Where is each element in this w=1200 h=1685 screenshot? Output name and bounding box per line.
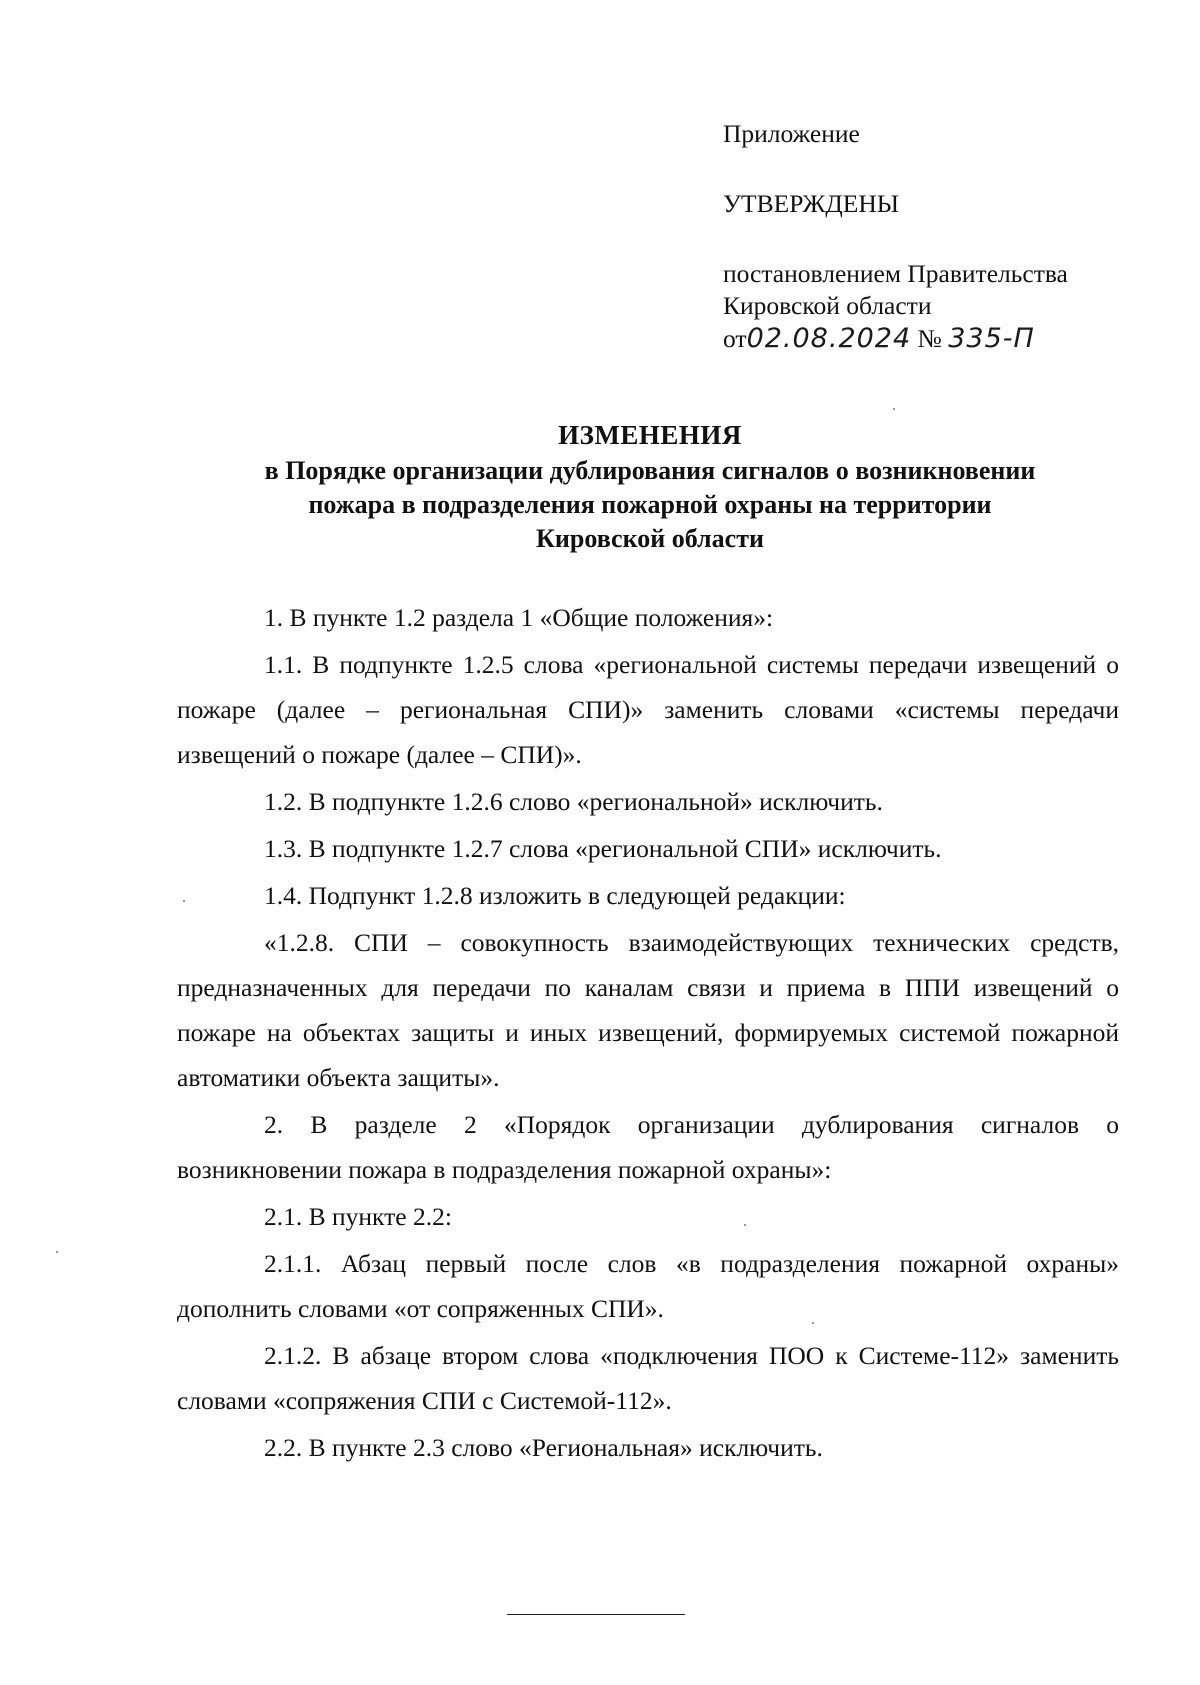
scan-speck xyxy=(893,408,895,410)
scan-speck xyxy=(183,900,185,902)
scan-speck xyxy=(744,1224,746,1226)
handwritten-number: 335-П xyxy=(948,322,1035,354)
scan-speck xyxy=(56,1251,58,1253)
approval-region-line: Кировской области xyxy=(723,290,932,320)
paragraph-1-3: 1.3. В подпункте 1.2.7 слова «региональной СПИ» исключить. xyxy=(264,834,942,863)
paragraph-2-2: 2.2. В пункте 2.3 слово «Региональная» исключить. xyxy=(264,1433,823,1462)
approved-label: УТВЕРЖДЕНЫ xyxy=(723,188,899,218)
approval-resolution-line: постановлением Правительства xyxy=(723,258,1068,288)
paragraph-1-4: 1.4. Подпункт 1.2.8 изложить в следующей редакции: xyxy=(264,881,846,910)
closing-rule xyxy=(507,1614,685,1615)
scan-speck xyxy=(812,1322,814,1324)
document-title xyxy=(180,418,1120,557)
paragraph-2: 2. В разделе 2 «Порядок организации дублирования сигналов о возникновении пожара в подразделения пожарной охраны»: xyxy=(177,1110,1119,1184)
appendix-label: Приложение xyxy=(723,119,860,148)
paragraph-2-1-2: 2.1.2. В абзаце втором слова «подключения ПОО к Системе-112» заменить словами «сопряжения СПИ с Системой-112». xyxy=(177,1341,1119,1415)
title-main: ИЗМЕНЕНИЯ xyxy=(558,420,742,450)
approval-block xyxy=(723,118,1163,355)
paragraph-2-1: 2.1. В пункте 2.2: xyxy=(264,1202,452,1231)
paragraph-1-2: 1.2. В подпункте 1.2.6 слово «региональной» исключить. xyxy=(264,787,883,816)
title-line-3: Кировской области xyxy=(536,524,764,554)
handwritten-date: 02.08.2024 xyxy=(746,322,912,354)
title-line-2: пожара в подразделения пожарной охраны на территории xyxy=(308,489,992,519)
paragraph-2-1-1: 2.1.1. Абзац первый после слов «в подразделения пожарной охраны» дополнить словами «от сопряженных СПИ». xyxy=(177,1249,1119,1323)
paragraph-1-2-8-quote: «1.2.8. СПИ – совокупность взаимодействующих технических средств, предназначенных для передачи по каналам связи и приема в ППИ извещений о пожаре на объектах защиты и иных извещений, формируемых системой пожарной автоматики объекта защиты». xyxy=(177,928,1119,1092)
approval-date-line xyxy=(723,322,1163,356)
document-body xyxy=(177,595,1119,1470)
date-prefix: от xyxy=(723,323,747,353)
title-line-1: в Порядке организации дублирования сигналов о возникновении xyxy=(264,455,1036,485)
number-prefix: № xyxy=(917,323,942,353)
paragraph-1-1: 1.1. В подпункте 1.2.5 слова «региональной системы передачи извещений о пожаре (далее – региональная СПИ)» заменить словами «системы передачи извещений о пожаре (далее – СПИ)». xyxy=(177,650,1119,769)
paragraph-1: 1. В пункте 1.2 раздела 1 «Общие положения»: xyxy=(264,603,774,632)
